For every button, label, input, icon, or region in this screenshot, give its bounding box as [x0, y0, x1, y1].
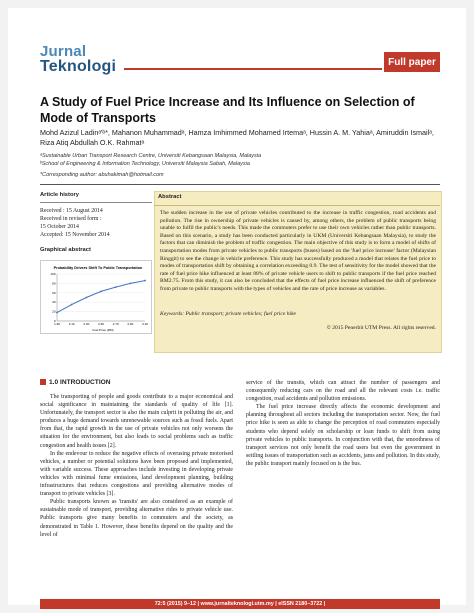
paragraph: service of the transits, which can attract the number of passengers and consequently reducing cars on the road and all the relevant costs i.e. traffic congestion, road accidents and pollution emissions.	[246, 380, 440, 403]
chart-svg	[41, 261, 151, 333]
paragraph: The fuel price increase directly affects the economic development and planning throughout all sectors including the transportation sector. Now, the fuel price hike is seen as able to change the perception of road commuters especially students who depend solely on scholarship or loan funds to shift from using private vehicles to public transports. In conjunction with that, the smoothness of transport services not only benefit the road users but even the government in settling issues of transportation such as accidents, jams and pollution. In this study, the public transport mainly focused on is the bus.	[246, 404, 440, 467]
section-heading	[40, 379, 111, 386]
chart-x-tick-label: 2.10	[68, 322, 75, 326]
history-line: 15 October 2014	[40, 224, 79, 230]
chart-x-axis-title: Fuel Price (RM)	[92, 328, 114, 332]
chart-x-tick-label: 2.50	[98, 322, 104, 326]
copyright: © 2015 Penerbit UTM Press. All rights reserved.	[326, 325, 436, 331]
chart-y-tick-label: 100	[50, 272, 56, 276]
chart-y-tick-label: 20	[52, 309, 56, 314]
author-list: Mohd Azizul Ladinᵃ'ᵇ*, Mahanon Muhammadᵃ, Hamza Imhimmed Mohamed Irtemaᵃ, Hussin A. M. Yahiaᵃ, Amiruddin Ismailᵃ, Riza Atiq Abdullah O.K. Rahmatᵃ	[40, 128, 434, 147]
header-rule	[124, 68, 382, 70]
paper-type-badge: Full paper	[384, 52, 440, 72]
journal-logo-line2: Teknologi	[40, 58, 117, 75]
history-line: Received in revised form :	[40, 216, 102, 222]
keywords: Keywords: Public transport; private vehicles; fuel price hike	[160, 311, 297, 317]
history-line: Accepted: 15 November 2014	[40, 232, 110, 238]
abstract-rule	[154, 205, 440, 206]
chart-data-point	[85, 297, 87, 299]
chart-data-point	[144, 280, 146, 282]
chart-y-tick-label: 0	[53, 319, 56, 323]
affiliation-b: ᵇSchool of Engineering & Information Technology, Universiti Malaysia Sabah, Malaysia	[40, 161, 250, 167]
history-line: Received : 15 August 2014	[40, 208, 103, 214]
chart-title: Probability Drivers Shift To Public Transportation	[53, 266, 143, 270]
graphical-abstract-chart	[40, 260, 152, 334]
chart-data-point	[129, 283, 131, 285]
paragraph: Public transports known as 'transits' are also considered as an example of sustainable mode of transport, providing alternative rides to private vehicle use. Public transports give many benefits to commuters and the society, as demonstrated in Table 1. However, these benefits depend on the quality and the level of	[40, 499, 233, 538]
chart-data-point	[115, 286, 117, 288]
keywords-label: Keywords	[160, 311, 183, 317]
chart-x-tick-label: 2.30	[83, 322, 90, 326]
chart-y-tick-label: 40	[52, 300, 56, 305]
section-heading-text: 1.0 INTRODUCTION	[49, 379, 111, 386]
abstract-text: The sudden increase in the use of private vehicles contributed to the increase in traffic congestion, road accidents and pollution. The rise in ownership of private vehicles is caused by, among others, the problem of public transports being unable to fulfil the public's needs. This made the commuters prefer to use their own vehicles rather than public transports. Based on this scenario, a study has been conducted particularly in UKM (Universiti Kebangsaan Malaysia), to study the factors that can diminish the problem of traffic congestion. The main objective of this study is to form a model of shifts of transportation modes from private vehicles to public transports (buses) based on the 'fuel price increase' factor (Malaysian Ringgit) to see the change in vehicle preference. This study has successfully produced a model that relates the fuel price to modes of transportation shift by obtaining a correlation exceeding 0.9. The test of sensitivity for the model showed that the rate of fuel price hike influenced at least 88% of private vehicle users to shift to public transports if the fuel price reached RM2.75. From this study, it can also be concluded that the effects of fuel price increase influenced the shift of preference from private to public transports with the types of vehicles and the rate of price increase as variables.	[160, 210, 436, 292]
section-separator	[40, 184, 440, 185]
chart-data-point	[71, 304, 73, 306]
chart-y-tick-label: 80	[52, 281, 56, 286]
article-history-heading: Article history	[40, 192, 152, 203]
graphical-abstract-heading: Graphical abstract	[40, 247, 91, 253]
chart-x-tick-label: 3.10	[142, 322, 148, 326]
abstract-heading: Abstract	[158, 194, 182, 200]
journal-logo-line1: Jurnal	[40, 43, 87, 60]
chart-series-line	[57, 281, 145, 313]
chart-x-tick-label: 2.70	[112, 322, 119, 326]
chart-x-tick-label: 1.90	[54, 322, 60, 326]
affiliation-a: ᵃSustainable Urban Transport Research Centre, Universiti Kebangsaan Malaysia, Malaysia	[40, 153, 262, 159]
paper-title: A Study of Fuel Price Increase and Its Influence on Selection of Mode of Transports	[40, 95, 415, 125]
article-history	[40, 207, 152, 239]
chart-x-tick-label: 2.90	[127, 322, 134, 326]
keywords-value: Public transport; private vehicles; fuel price hike	[185, 311, 297, 317]
chart-data-point	[100, 290, 102, 292]
page-footer: 72:5 (2015) 9–12 | www.jurnalteknologi.utm.my | eISSN 2180–3722 |	[40, 599, 440, 609]
column-left	[40, 393, 233, 539]
chart-y-tick-label: 60	[52, 290, 56, 295]
paragraph: The transporting of people and goods contribute to a major economical and social significance in maintaining the standards of quality of life [1]. Unfortunately, the transport sector is also the main culprit in polluting the air, and produces a huge demand towards unrenewable sources such as fossil fuels. Apart from that, the rapid growth in the use of private vehicles not only worsens the situation for the environment, but also leads to social problems such as traffic congestion and health issues [2].	[40, 394, 233, 449]
chart-data-point	[56, 312, 58, 314]
section-square-icon	[40, 379, 46, 385]
corresponding-author: *Corresponding author: abuhakimah@hotmail.com	[40, 172, 164, 178]
paragraph: In the endevour to reduce the negative effects of overusing private motorised vehicles, a number or potential solutions have been proposed and implemented, with variable success. These approaches include investing in developing private vehicles with minimal fume emissions, land development planning, building infrastructures that reduces congestions and providing alternative modes of transport to private vehicles [3].	[40, 450, 233, 498]
affiliations	[40, 152, 440, 168]
column-right	[246, 379, 440, 468]
